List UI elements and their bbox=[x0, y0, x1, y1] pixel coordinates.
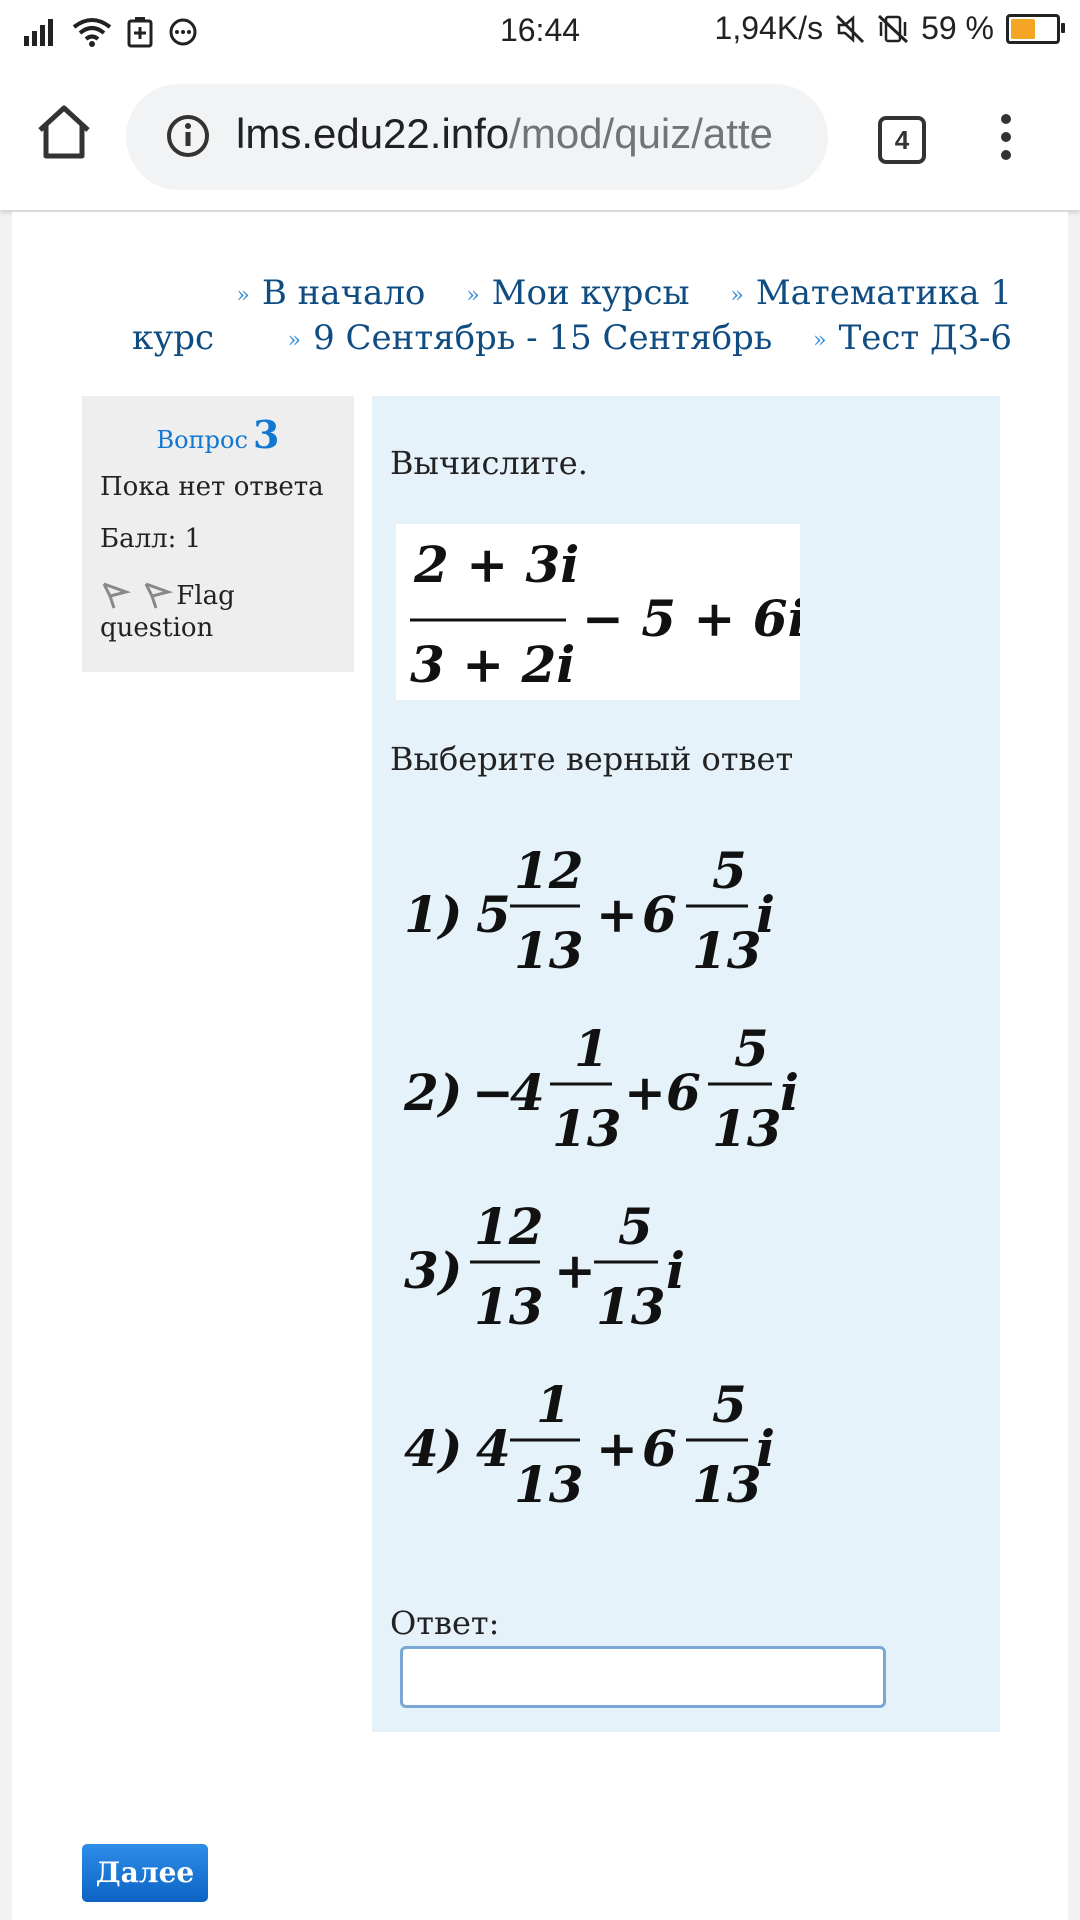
option-num-2: 5 bbox=[734, 1019, 769, 1078]
flag-outline-icon bbox=[142, 580, 176, 610]
chevron-right-icon: » bbox=[730, 283, 744, 308]
tab-switcher-button[interactable]: 4 bbox=[878, 116, 926, 164]
browser-menu-icon[interactable] bbox=[996, 114, 1016, 164]
question-text: Вычислите. bbox=[390, 444, 588, 482]
breadcrumb-my-courses[interactable]: » Мои курсы bbox=[466, 273, 690, 313]
clock: 16:44 bbox=[499, 12, 581, 48]
option-imag: i bbox=[756, 885, 775, 944]
chevron-right-icon: » bbox=[813, 328, 827, 353]
breadcrumb-test[interactable]: » Тест ДЗ-6 bbox=[813, 318, 1012, 358]
question-state: Пока нет ответа bbox=[100, 472, 324, 502]
formula-denominator: 3 + 2i bbox=[410, 635, 576, 694]
option-num-1: 1 bbox=[574, 1019, 609, 1078]
option-op: + bbox=[596, 1419, 638, 1478]
url-host: lms.edu22.info bbox=[236, 110, 510, 157]
chevron-right-icon: » bbox=[466, 283, 480, 308]
page-content bbox=[12, 212, 1068, 1920]
option-den-2: 13 bbox=[692, 921, 762, 980]
answer-option-4 bbox=[404, 1375, 775, 1514]
question-number: Вопрос 3 bbox=[156, 412, 280, 457]
option-whole-2: 6 bbox=[642, 885, 677, 944]
question-info-panel bbox=[82, 396, 354, 672]
option-den-2: 13 bbox=[596, 1277, 666, 1336]
option-whole-2: 6 bbox=[642, 1419, 677, 1478]
option-index: 2) bbox=[404, 1063, 463, 1122]
option-op: + bbox=[596, 885, 638, 944]
option-whole-2: 6 bbox=[666, 1063, 701, 1122]
formula-rest: − 5 + 6i bbox=[582, 589, 800, 648]
option-imag: i bbox=[756, 1419, 775, 1478]
option-sign: − bbox=[472, 1063, 514, 1122]
option-den-1: 13 bbox=[474, 1277, 544, 1336]
answer-option-2 bbox=[403, 1019, 799, 1158]
url-text[interactable] bbox=[236, 110, 773, 158]
flag-icon bbox=[100, 580, 134, 610]
network-speed: 1,94K/s bbox=[714, 10, 824, 46]
mute-icon bbox=[835, 14, 865, 44]
answer-option-1 bbox=[404, 841, 775, 980]
info-icon[interactable] bbox=[166, 114, 210, 158]
option-index: 4) bbox=[404, 1419, 463, 1478]
option-index: 1) bbox=[404, 885, 463, 944]
answer-prompt: Выберите верный ответ bbox=[390, 740, 794, 778]
chevron-right-icon: » bbox=[236, 283, 250, 308]
answer-label: Ответ: bbox=[390, 1604, 500, 1642]
option-den-2: 13 bbox=[712, 1099, 782, 1158]
breadcrumb-course-cont[interactable]: курс bbox=[132, 318, 215, 358]
option-whole-1: 4 bbox=[476, 1419, 511, 1478]
vibrate-off-icon bbox=[877, 14, 909, 44]
answer-option-3 bbox=[404, 1197, 685, 1336]
option-den-1: 13 bbox=[552, 1099, 622, 1158]
option-den-1: 13 bbox=[514, 1455, 584, 1514]
question-grade: Балл: 1 bbox=[100, 524, 202, 554]
browser-toolbar bbox=[0, 62, 1080, 210]
home-icon[interactable] bbox=[34, 102, 94, 162]
flag-question-toggle[interactable]: Flag question bbox=[100, 581, 235, 643]
option-num-2: 5 bbox=[712, 1375, 747, 1434]
option-num-1: 1 bbox=[536, 1375, 571, 1434]
option-den-1: 13 bbox=[514, 921, 584, 980]
answer-options bbox=[396, 832, 956, 1552]
status-icons-right bbox=[715, 10, 1060, 47]
address-bar[interactable] bbox=[126, 84, 828, 190]
option-imag: i bbox=[780, 1063, 799, 1122]
breadcrumb-week[interactable]: » 9 Сентябрь - 15 Сентябрь bbox=[287, 318, 773, 358]
option-whole-1: 5 bbox=[476, 885, 511, 944]
option-op: + bbox=[624, 1063, 666, 1122]
formula-numerator: 2 + 3i bbox=[414, 535, 580, 594]
battery-percent: 59 % bbox=[921, 10, 994, 46]
question-content bbox=[372, 396, 1000, 1732]
battery-icon bbox=[1006, 14, 1060, 44]
url-path: /mod/quiz/atte bbox=[509, 110, 773, 157]
next-button[interactable]: Далее bbox=[82, 1844, 208, 1902]
option-op: + bbox=[554, 1241, 596, 1300]
answer-input[interactable] bbox=[400, 1646, 886, 1708]
option-num-1: 12 bbox=[514, 841, 584, 900]
breadcrumb-course[interactable]: » Математика 1 bbox=[730, 273, 1012, 313]
option-num-2: 5 bbox=[712, 841, 747, 900]
breadcrumb-home[interactable]: » В начало bbox=[236, 273, 426, 313]
battery-level bbox=[1011, 19, 1035, 39]
option-whole-1: 4 bbox=[510, 1063, 545, 1122]
option-num-2: 5 bbox=[618, 1197, 653, 1256]
question-formula-image bbox=[396, 524, 800, 700]
option-index: 3) bbox=[404, 1241, 463, 1300]
chevron-right-icon: » bbox=[287, 328, 302, 353]
option-num-1: 12 bbox=[474, 1197, 544, 1256]
breadcrumb bbox=[132, 272, 1012, 362]
status-bar bbox=[0, 0, 1080, 62]
option-den-2: 13 bbox=[692, 1455, 762, 1514]
option-imag: i bbox=[666, 1241, 685, 1300]
